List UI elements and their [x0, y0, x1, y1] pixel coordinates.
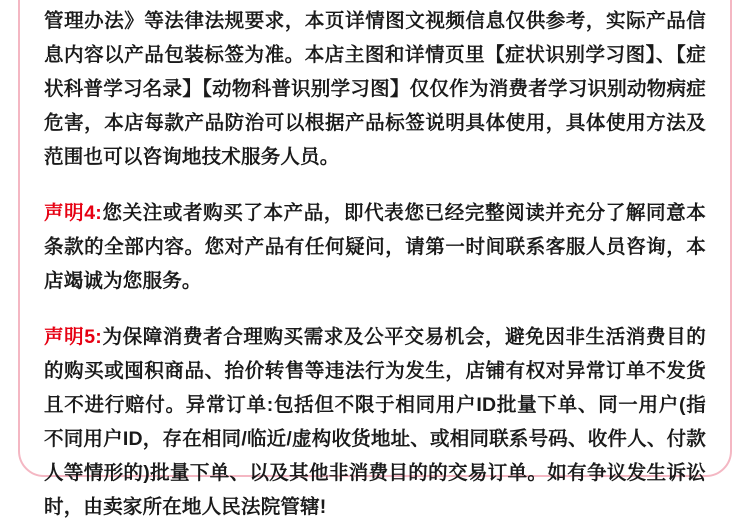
paragraph-statement-5	[44, 320, 706, 524]
statement-5-text: 为保障消费者合理购买需求及公平交易机会，避免因非生活消费目的的购买或囤积商品、抬价转售等违法行为发生，店铺有权对异常订单不发货且不进行赔付。异常订单:包括但不限于相同用户ID批量下单、同一用户(指不同用户ID，存在相同/临近/虚构收货地址、或相同联系号码、收件人、付款人等情形的)批量下单、以及其他非消费目的的交易订单。如有争议发生诉讼时，由卖家所在地人民法院管辖!	[44, 326, 706, 518]
statement-5-label: 声明5:	[44, 326, 103, 348]
document-content	[44, 0, 706, 525]
statement-4-label: 声明4:	[44, 202, 103, 224]
statement-4-text: 您关注或者购买了本产品，即代表您已经完整阅读并充分了解同意本条款的全部内容。您对产品有任何疑问，请第一时间联系客服人员咨询，本店竭诚为您服务。	[44, 202, 706, 292]
paragraph-statement-4	[44, 196, 706, 298]
paragraph-continuation	[44, 4, 706, 174]
paragraph-text: 管理办法》等法律法规要求，本页详情图文视频信息仅供参考，实际产品信息内容以产品包装标签为准。本店主图和详情页里【症状识别学习图】、【症状科普学习名录】【动物科普识别学习图】仅仅作为消费者学习识别动物病症危害，本店每款产品防治可以根据产品标签说明具体使用，具体使用方法及范围也可以咨询地技术服务人员。	[44, 10, 706, 168]
